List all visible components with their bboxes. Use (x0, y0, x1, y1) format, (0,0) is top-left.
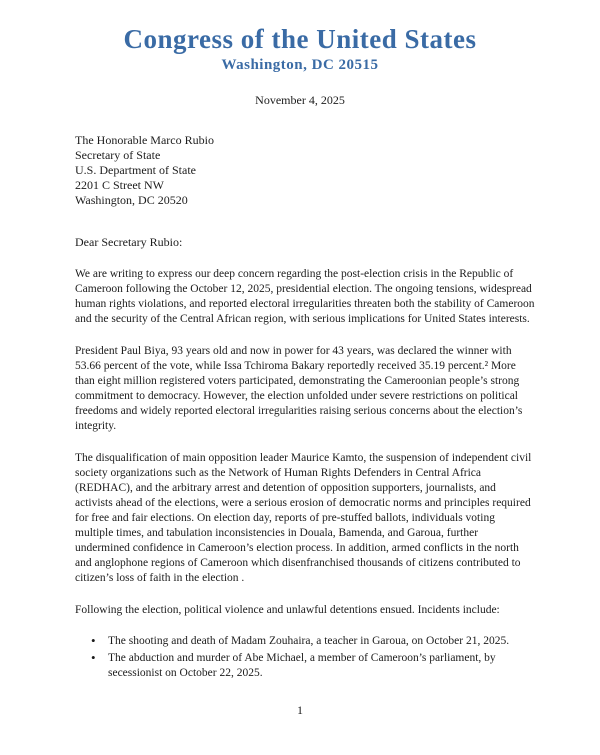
letterhead-location: Washington, DC 20515 (221, 57, 379, 73)
paragraph-irregularities: The disqualification of main opposition leader Maurice Kamto, the suspension of independent civil society organizations such as the Network of Human Rights Defenders in Central Africa (REDHAC), and the arbitrary arrest and detention of opposition supporters, journalists, and activists ahead of the elections, were a serious erosion of democratic norms and principles required for free and fair elections. On election day, reports of pre-stuffed ballots, individuals voting multiple times, and tabulation inconsistencies in Douala, Bamenda, and Garoua, further undermined confidence in Cameroon’s election process. In addition, armed conflicts in the north and anglophone regions of Cameroon which disenfranchised thousands of citizens contributed to citizen’s loss of faith in the election . (75, 452, 532, 584)
letter-date: November 4, 2025 (255, 93, 345, 107)
recipient-department: U.S. Department of State (75, 163, 196, 177)
incident-list (75, 634, 535, 681)
recipient-street: 2201 C Street NW (75, 178, 164, 192)
recipient-title: Secretary of State (75, 148, 161, 162)
recipient-city: Washington, DC 20520 (75, 193, 188, 207)
recipient-block (75, 133, 535, 208)
paragraph-election-results: President Paul Biya, 93 years old and now in power for 43 years, was declared the winner with 53.66 percent of the vote, while Issa Tchiroma Bakary reportedly received 35.19 percent.² More than eight million registered voters participated, demonstrating the Cameroonian people’s strong commitment to democracy. However, the election unfolded under severe restrictions on political freedoms and widely reported electoral irregularities raising serious concerns about the election’s integrity. (75, 345, 523, 432)
letterhead-organization: Congress of the United States (123, 24, 477, 54)
letterhead (0, 0, 600, 74)
salutation: Dear Secretary Rubio: (75, 235, 183, 249)
paragraph-concern: We are writing to express our deep concern regarding the post-election crisis in the Republic of Cameroon following the October 12, 2025, presidential election. The ongoing tensions, widespread human rights violations, and reported electoral irregularities threaten both the stability of Cameroon and the security of the Central African region, with serious implications for United States interests. (75, 268, 535, 325)
letter-body (75, 133, 535, 681)
incident-item-abduction: • The abduction and murder of Abe Michael, a member of Cameroon’s parliament, by secessionist on October 22, 2025. (108, 651, 535, 681)
incident-item-shooting: • The shooting and death of Madam Zouhaira, a teacher in Garoua, on October 21, 2025. (108, 634, 535, 649)
page-number: 1 (297, 703, 303, 717)
recipient-name: The Honorable Marco Rubio (75, 133, 214, 147)
paragraph-incidents-intro: Following the election, political violence and unlawful detentions ensued. Incidents include: (75, 604, 500, 616)
